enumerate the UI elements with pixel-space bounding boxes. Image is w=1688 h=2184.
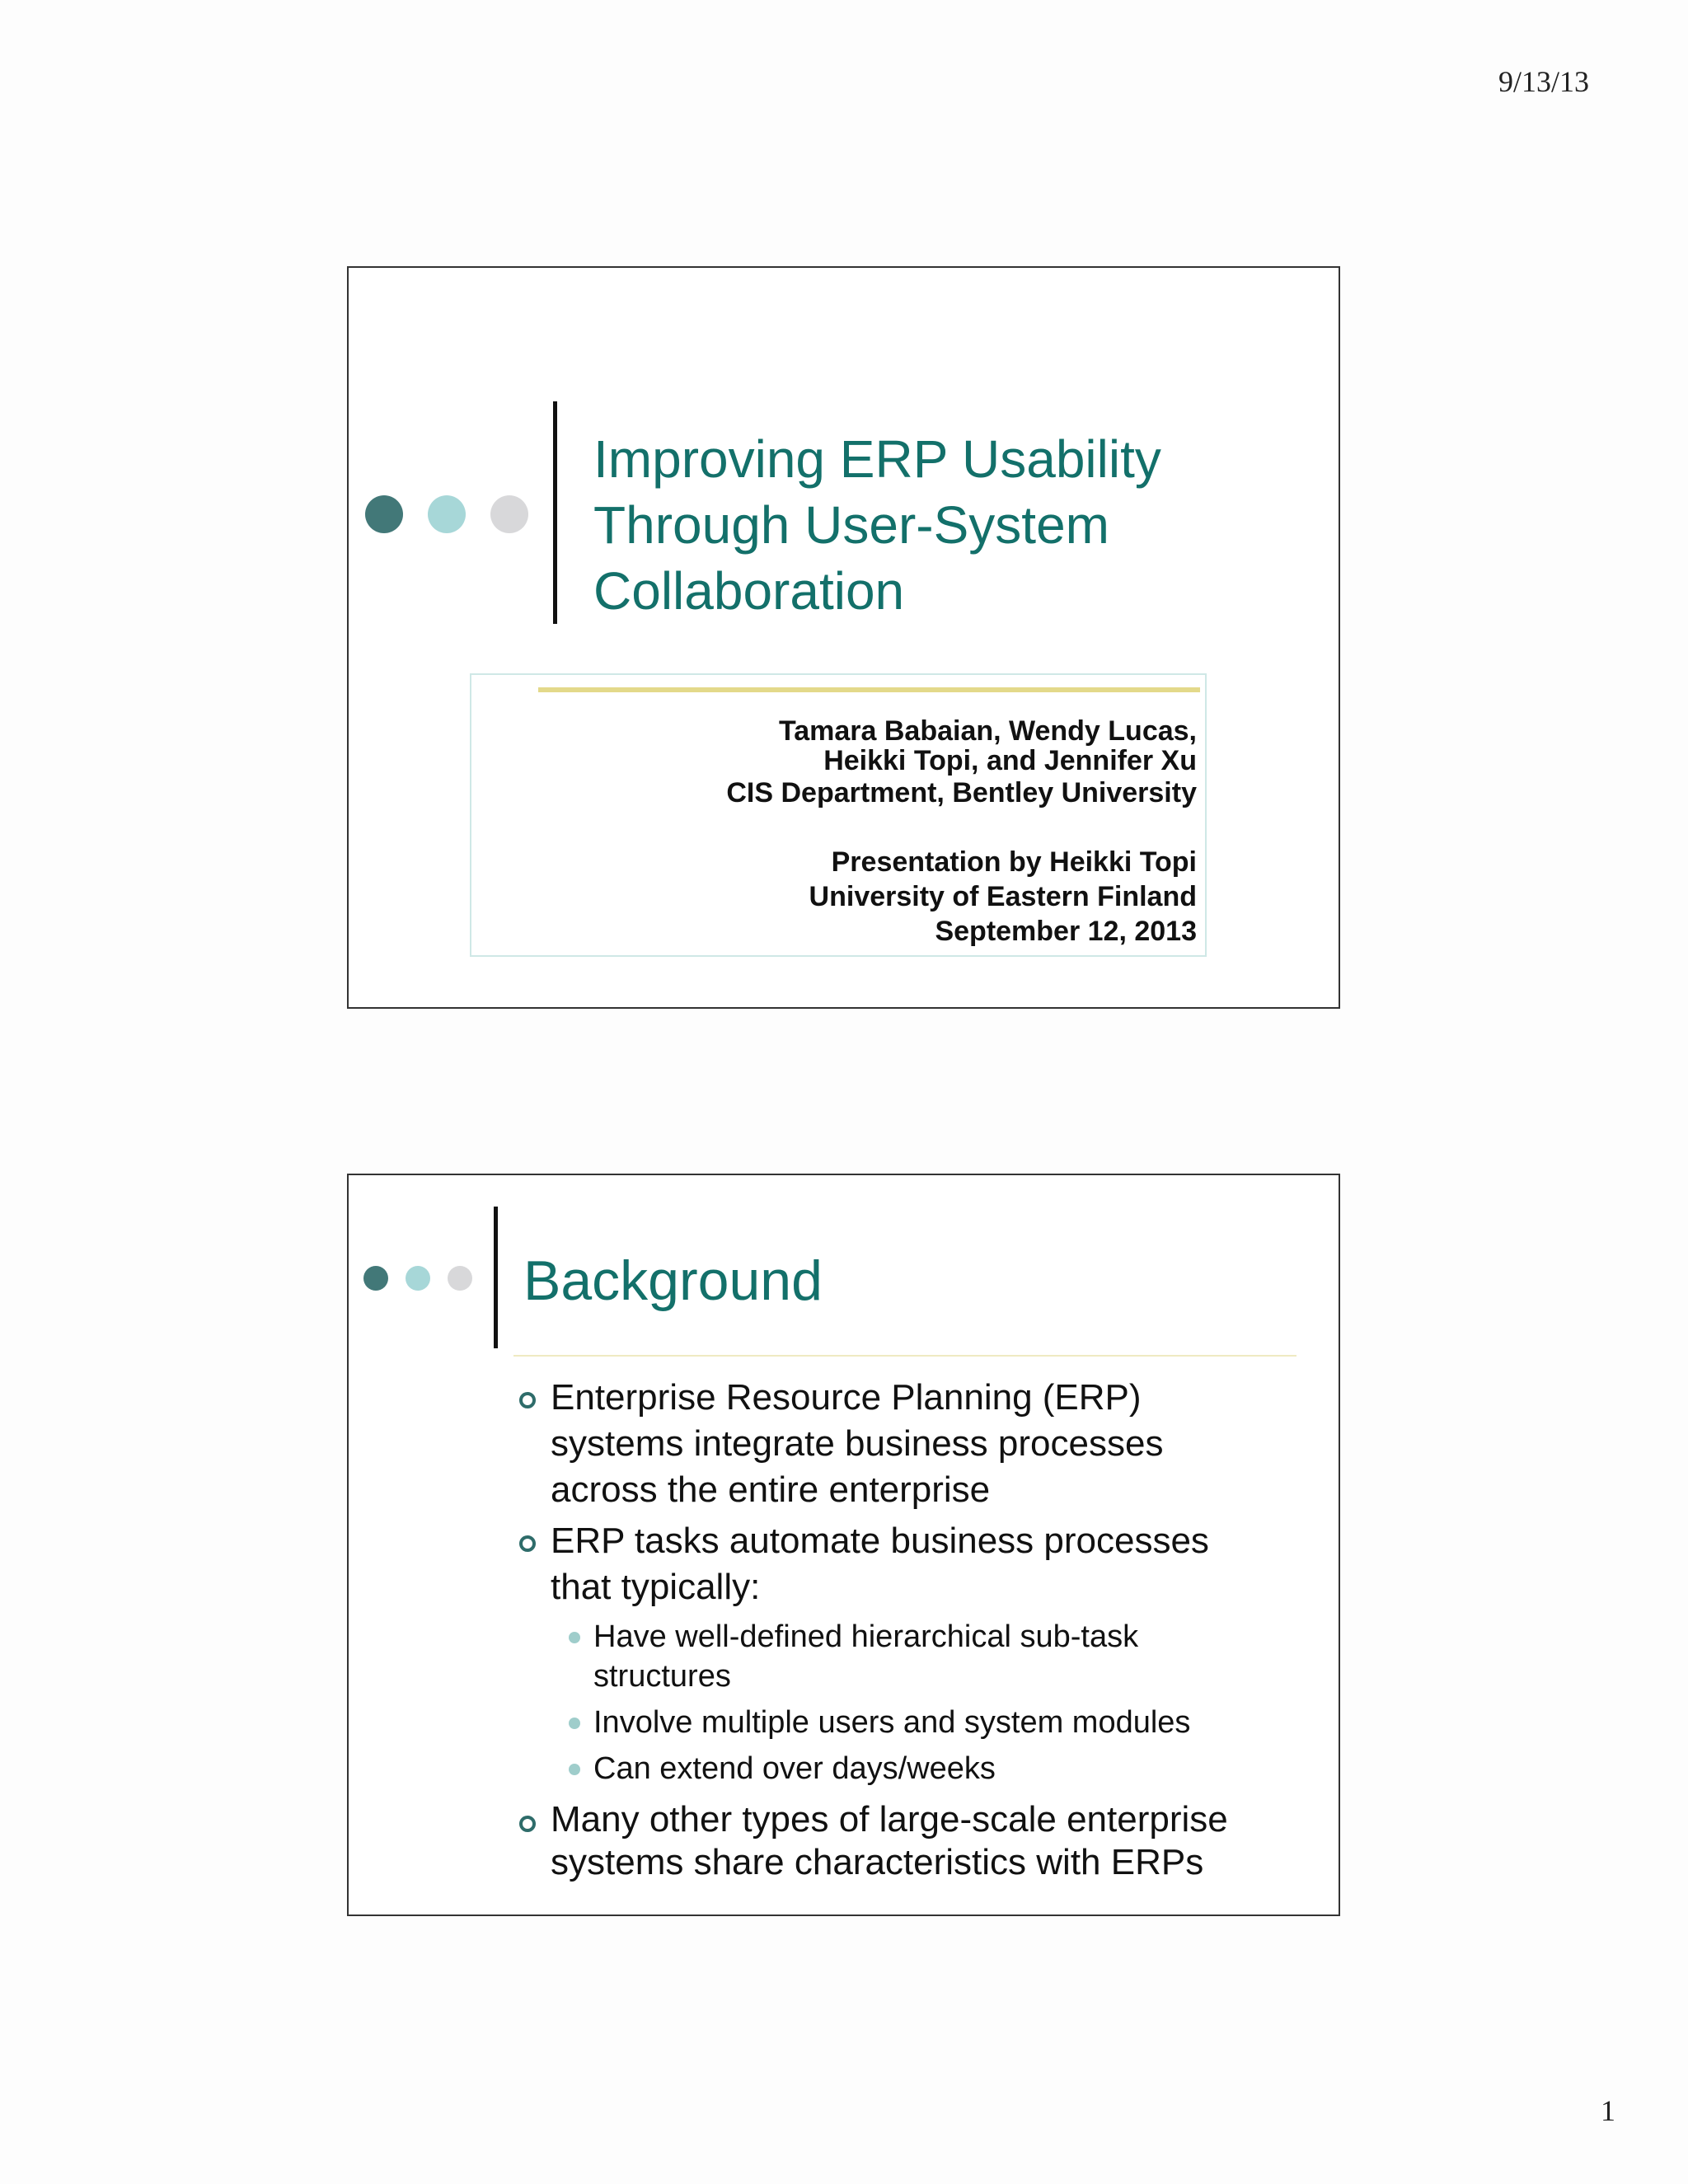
bullet-text: that typically: bbox=[551, 1567, 761, 1607]
sub-bullet-text: structures bbox=[593, 1659, 731, 1694]
dot-bullet-icon bbox=[569, 1632, 580, 1643]
title-rule bbox=[513, 1355, 1296, 1357]
bullet-item bbox=[519, 1798, 1311, 1884]
slide-background bbox=[347, 1174, 1340, 1916]
presentation-title bbox=[593, 426, 1220, 624]
authors-text bbox=[726, 716, 1197, 949]
sub-bullet-text: Have well-defined hierarchical sub-task bbox=[593, 1619, 1139, 1654]
decorative-dot-gray bbox=[490, 495, 528, 533]
ring-bullet-icon bbox=[519, 1392, 536, 1408]
decorative-dot-gray bbox=[448, 1266, 472, 1291]
title-line: Improving ERP Usability bbox=[593, 429, 1161, 489]
bullet-text: Many other types of large-scale enterprise bbox=[551, 1799, 1228, 1840]
page-date: 9/13/13 bbox=[1498, 65, 1590, 98]
date-line: September 12, 2013 bbox=[935, 916, 1197, 947]
university-line: University of Eastern Finland bbox=[809, 881, 1197, 912]
bullet-text: systems integrate business processes bbox=[551, 1423, 1164, 1464]
author-line: Heikki Topi, and Jennifer Xu bbox=[823, 745, 1197, 776]
sub-bullet-text: Involve multiple users and system modules bbox=[593, 1705, 1191, 1740]
bullet-item bbox=[519, 1375, 1311, 1513]
sub-bullet-item bbox=[519, 1703, 1311, 1742]
authors-box bbox=[470, 673, 1207, 957]
decorative-dot-dark bbox=[365, 495, 403, 533]
title-divider bbox=[553, 401, 557, 624]
decorative-dot-light bbox=[406, 1266, 430, 1291]
bullet-text: Enterprise Resource Planning (ERP) bbox=[551, 1377, 1142, 1418]
bullet-list bbox=[519, 1370, 1311, 1884]
title-line: Collaboration bbox=[593, 561, 905, 621]
decorative-dot-dark bbox=[363, 1266, 388, 1291]
bullet-text: across the entire enterprise bbox=[551, 1469, 991, 1510]
sub-bullet-item bbox=[519, 1617, 1311, 1696]
bullet-item bbox=[519, 1518, 1311, 1610]
title-divider bbox=[494, 1207, 498, 1348]
title-line: Through User-System bbox=[593, 495, 1109, 555]
decorative-dot-light bbox=[428, 495, 466, 533]
bullet-text: systems share characteristics with ERPs bbox=[551, 1842, 1204, 1882]
slide-title bbox=[347, 266, 1340, 1009]
sub-bullet-item bbox=[519, 1749, 1311, 1788]
author-line: Tamara Babaian, Wendy Lucas, bbox=[778, 715, 1197, 747]
department-line: CIS Department, Bentley University bbox=[726, 777, 1197, 808]
authors-rule bbox=[538, 687, 1200, 692]
slide-title: Background bbox=[523, 1249, 823, 1312]
page-number: 1 bbox=[1601, 2094, 1615, 2127]
dot-bullet-icon bbox=[569, 1718, 580, 1729]
presenter-line: Presentation by Heikki Topi bbox=[831, 846, 1197, 878]
ring-bullet-icon bbox=[519, 1816, 536, 1832]
dot-bullet-icon bbox=[569, 1764, 580, 1775]
sub-bullet-text: Can extend over days/weeks bbox=[593, 1751, 996, 1786]
ring-bullet-icon bbox=[519, 1535, 536, 1552]
bullet-text: ERP tasks automate business processes bbox=[551, 1521, 1209, 1561]
